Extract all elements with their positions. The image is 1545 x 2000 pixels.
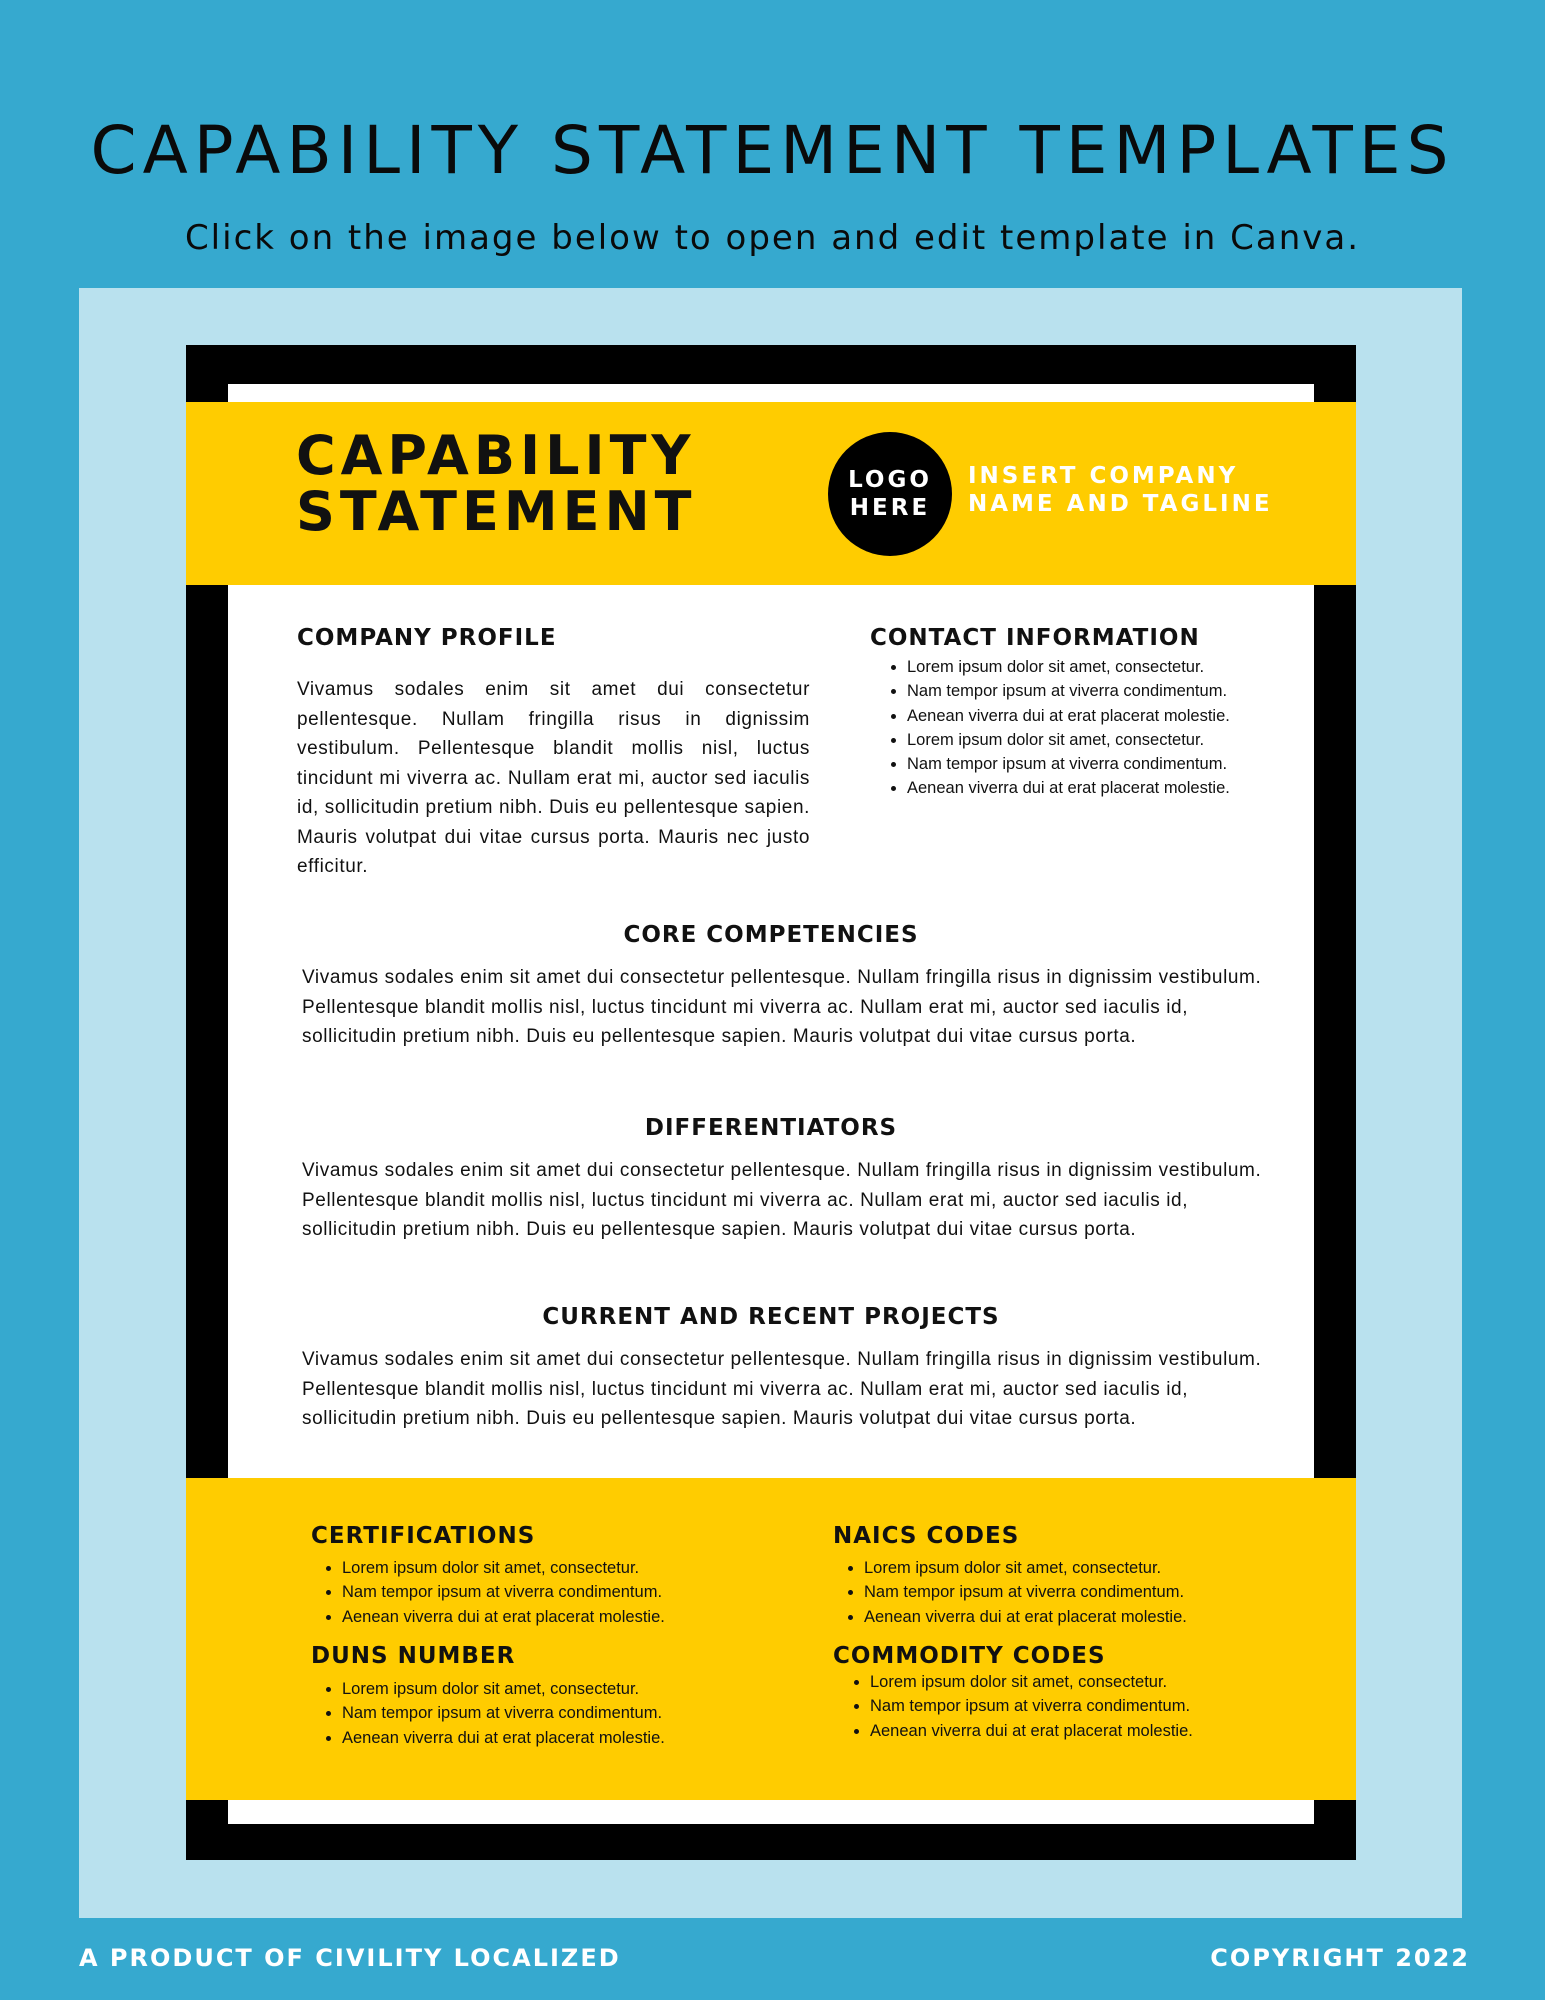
template-title (296, 424, 697, 543)
company-profile-heading: COMPANY PROFILE (297, 625, 557, 651)
list-item: • Nam tempor ipsum at viverra condimentum. (342, 1580, 665, 1604)
list-item: • Lorem ipsum dolor sit amet, consectetur. (907, 655, 1230, 679)
logo-placeholder (828, 432, 952, 556)
commodity-codes-heading: COMMODITY CODES (833, 1643, 1106, 1669)
list-item: • Aenean viverra dui at erat placerat molestie. (342, 1726, 665, 1750)
list-item: • Nam tempor ipsum at viverra condimentum. (907, 679, 1230, 703)
naics-codes-list (828, 1556, 1187, 1629)
logo-text-line1: LOGO (848, 467, 932, 493)
list-item: • Aenean viverra dui at erat placerat molestie. (870, 1719, 1193, 1743)
core-competencies-text: Vivamus sodales enim sit amet dui consectetur pellentesque. Nullam fringilla risus in dignissim vestibulum. Pellentesque blandit mollis nisl, luctus tincidunt mi viverra ac. Nullam erat mi, auctor sed iaculis id, sollicitudin pretium nibh. Duis eu pellentesque sapien. Mauris volutpat dui vitae cursus porta. (302, 967, 1262, 1047)
company-profile-text: Vivamus sodales enim sit amet dui consectetur pellentesque. Nullam fringilla risus in dignissim vestibulum. Pellentesque blandit mollis nisl, luctus tincidunt mi viverra ac. Nullam erat mi, auctor sed iaculis id, sollicitudin pretium nibh. Duis eu pellentesque sapien. Mauris volutpat dui vitae cursus porta. Mauris nec justo efficitur. (297, 679, 810, 877)
contact-information-list (871, 655, 1230, 801)
list-item: • Nam tempor ipsum at viverra condimentum. (870, 1694, 1193, 1718)
differentiators-heading: DIFFERENTIATORS (644, 1115, 898, 1141)
footer-credit: A PRODUCT OF CIVILITY LOCALIZED (79, 1944, 621, 1972)
projects-text: Vivamus sodales enim sit amet dui consectetur pellentesque. Nullam fringilla risus in dignissim vestibulum. Pellentesque blandit mollis nisl, luctus tincidunt mi viverra ac. Nullam erat mi, auctor sed iaculis id, sollicitudin pretium nibh. Duis eu pellentesque sapien. Mauris volutpat dui vitae cursus porta. (302, 1349, 1262, 1429)
list-item: • Aenean viverra dui at erat placerat molestie. (907, 704, 1230, 728)
list-item: • Nam tempor ipsum at viverra condimentum. (864, 1580, 1187, 1604)
footer-copyright: COPYRIGHT 2022 (1210, 1944, 1470, 1972)
company-tagline (968, 462, 1273, 518)
list-item: • Lorem ipsum dolor sit amet, consectetur. (907, 728, 1230, 752)
commodity-codes-list (834, 1670, 1193, 1743)
list-item: • Aenean viverra dui at erat placerat molestie. (342, 1605, 665, 1629)
logo-text-line2: HERE (849, 495, 931, 521)
certifications-list (306, 1556, 665, 1629)
list-item: • Nam tempor ipsum at viverra condimentum. (907, 752, 1230, 776)
list-item: • Lorem ipsum dolor sit amet, consectetur. (342, 1677, 665, 1701)
tagline-line1: INSERT COMPANY (968, 463, 1239, 489)
duns-number-heading: DUNS NUMBER (311, 1643, 516, 1669)
duns-number-list (306, 1677, 665, 1750)
certifications-heading: CERTIFICATIONS (311, 1523, 536, 1549)
list-item: • Lorem ipsum dolor sit amet, consectetur. (342, 1556, 665, 1580)
naics-codes-heading: NAICS CODES (833, 1523, 1020, 1549)
template-title-line1: CAPABILITY (296, 424, 696, 487)
core-competencies-heading: CORE COMPETENCIES (623, 922, 919, 948)
tagline-line2: NAME AND TAGLINE (968, 491, 1273, 517)
projects-heading: CURRENT AND RECENT PROJECTS (542, 1304, 1000, 1330)
template-title-line2: STATEMENT (296, 480, 697, 543)
list-item: • Lorem ipsum dolor sit amet, consectetur. (864, 1556, 1187, 1580)
list-item: • Aenean viverra dui at erat placerat molestie. (907, 776, 1230, 800)
page-title: CAPABILITY STATEMENT TEMPLATES (90, 112, 1455, 189)
list-item: • Lorem ipsum dolor sit amet, consectetur. (870, 1670, 1193, 1694)
differentiators-text: Vivamus sodales enim sit amet dui consectetur pellentesque. Nullam fringilla risus in dignissim vestibulum. Pellentesque blandit mollis nisl, luctus tincidunt mi viverra ac. Nullam erat mi, auctor sed iaculis id, sollicitudin pretium nibh. Duis eu pellentesque sapien. Mauris volutpat dui vitae cursus porta. (302, 1160, 1262, 1240)
contact-information-heading: CONTACT INFORMATION (870, 625, 1200, 651)
list-item: • Nam tempor ipsum at viverra condimentum. (342, 1701, 665, 1725)
page-subtitle: Click on the image below to open and edit template in Canva. (184, 218, 1361, 258)
list-item: • Aenean viverra dui at erat placerat molestie. (864, 1605, 1187, 1629)
